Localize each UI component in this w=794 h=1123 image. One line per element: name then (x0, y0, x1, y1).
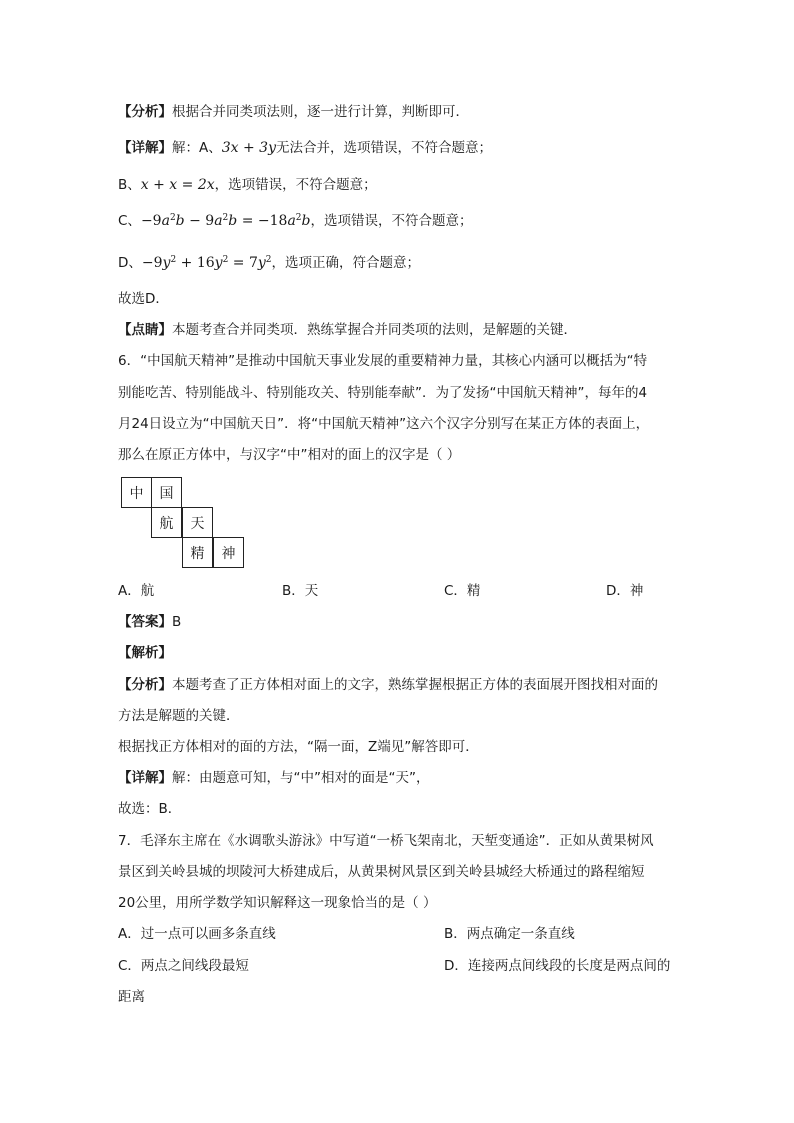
net-cell-guo: 国 (151, 477, 182, 508)
net-cell-jing: 精 (182, 537, 213, 568)
option-d-prefix: D、 (118, 255, 142, 271)
q6-detail-text: 解：由题意可知，与“中”相对的面是“天”， (172, 770, 430, 786)
q5-point-line (118, 320, 577, 340)
formula-d-text: ，选项正确，符合题意； (271, 255, 421, 271)
net-cell-shen: 神 (213, 537, 244, 568)
q7-option-d-continued: 距离 (118, 989, 145, 1005)
detail-tag: 【详解】 (118, 140, 172, 156)
formula-c: $-9a^2b - 9a^2b = -18a^2b$ (140, 213, 311, 229)
q7-option-a: A．过一点可以画多条直线 (118, 926, 276, 942)
point-tag: 【点睛】 (118, 322, 172, 338)
answer-value: B (172, 614, 182, 630)
q6-method-line: 根据找正方体相对的面的方法，“隔一面，Z端见”解答即可． (118, 739, 479, 755)
q7-stem-line-1: 7．毛泽东主席在《水调歌头游泳》中写道“一桥飞架南北，天堑变通途”．正如从黄果树风 (118, 833, 654, 849)
q6-analysis-text: 本题考查了正方体相对面上的文字，熟练掌握根据正方体的表面展开图找相对面的 (172, 677, 658, 693)
q6-stem-line-3: 月24日设立为“中国航天日”．将“中国航天精神”这六个汉字分别写在某正方体的表面上， (118, 416, 650, 432)
answer-tag: 【答案】 (118, 614, 172, 630)
q5-analysis-line (118, 102, 469, 122)
formula-b: x + x = 2x (140, 177, 215, 193)
q6-analysis-line-2: 方法是解题的关键． (118, 708, 240, 724)
q6-jiexi-tag: 【解析】 (118, 645, 172, 661)
formula-c-text: ，选项错误，不符合题意； (310, 213, 473, 229)
q6-stem-line-2: 别能吃苦、特别能战斗、特别能攻关、特别能奉献”．为了发扬“中国航天精神”，每年的4 (118, 385, 648, 401)
q6-option-b: B．天 (282, 583, 319, 599)
q7-option-b: B．两点确定一条直线 (444, 926, 575, 942)
q5-option-b-line (118, 175, 377, 195)
option-c-prefix: C、 (118, 213, 141, 229)
q6-analysis-tag: 【分析】 (118, 677, 172, 693)
net-cell-hang: 航 (151, 507, 182, 538)
formula-a: 3x + 3y (221, 140, 276, 156)
q7-stem-line-3: 20公里，用所学数学知识解释这一现象恰当的是（ ） (118, 895, 437, 911)
q6-option-d: D．神 (606, 583, 644, 599)
q5-option-c-line (118, 211, 473, 231)
net-cell-tian: 天 (182, 507, 213, 538)
formula-a-text: 无法合并，选项错误，不符合题意； (276, 140, 492, 156)
option-b-prefix: B、 (118, 177, 141, 193)
q7-option-d: D．连接两点间线段的长度是两点间的 (444, 958, 671, 974)
q6-detail-tag: 【详解】 (118, 770, 172, 786)
q5-option-d-line (118, 253, 420, 273)
q6-answer-line (118, 612, 181, 632)
q6-stem-line-1: 6．“中国航天精神”是推动中国航天事业发展的重要精神力量，其核心内涵可以概括为“特 (118, 353, 648, 369)
formula-b-text: ，选项错误，不符合题意； (214, 177, 377, 193)
q7-stem-line-2: 景区到关岭县城的坝陵河大桥建成后，从黄果树风景区到关岭县城经大桥通过的路程缩短 (118, 864, 645, 880)
point-text: 本题考查合并同类项．熟练掌握合并同类项的法则，是解题的关键． (172, 322, 577, 338)
q6-analysis-line-1 (118, 675, 658, 695)
q6-option-c: C．精 (444, 583, 481, 599)
formula-d: $-9y^2 + 16y^2 = 7y^2$ (141, 255, 272, 271)
analysis-text: 根据合并同类项法则，逐一进行计算，判断即可． (172, 104, 469, 120)
q7-option-c: C．两点之间线段最短 (118, 958, 249, 974)
analysis-tag: 【分析】 (118, 104, 172, 120)
detail-prefix: 解：A、 (172, 140, 222, 156)
q6-stem-line-4: 那么在原正方体中，与汉字“中”相对的面上的汉字是（ ） (118, 447, 461, 463)
q5-detail-line (118, 138, 492, 158)
q6-choose: 故选：B． (118, 801, 182, 817)
q6-detail-line (118, 768, 429, 788)
q6-option-a: A．航 (118, 583, 155, 599)
q5-choose: 故选D． (118, 291, 169, 307)
net-cell-zhong: 中 (121, 477, 152, 508)
